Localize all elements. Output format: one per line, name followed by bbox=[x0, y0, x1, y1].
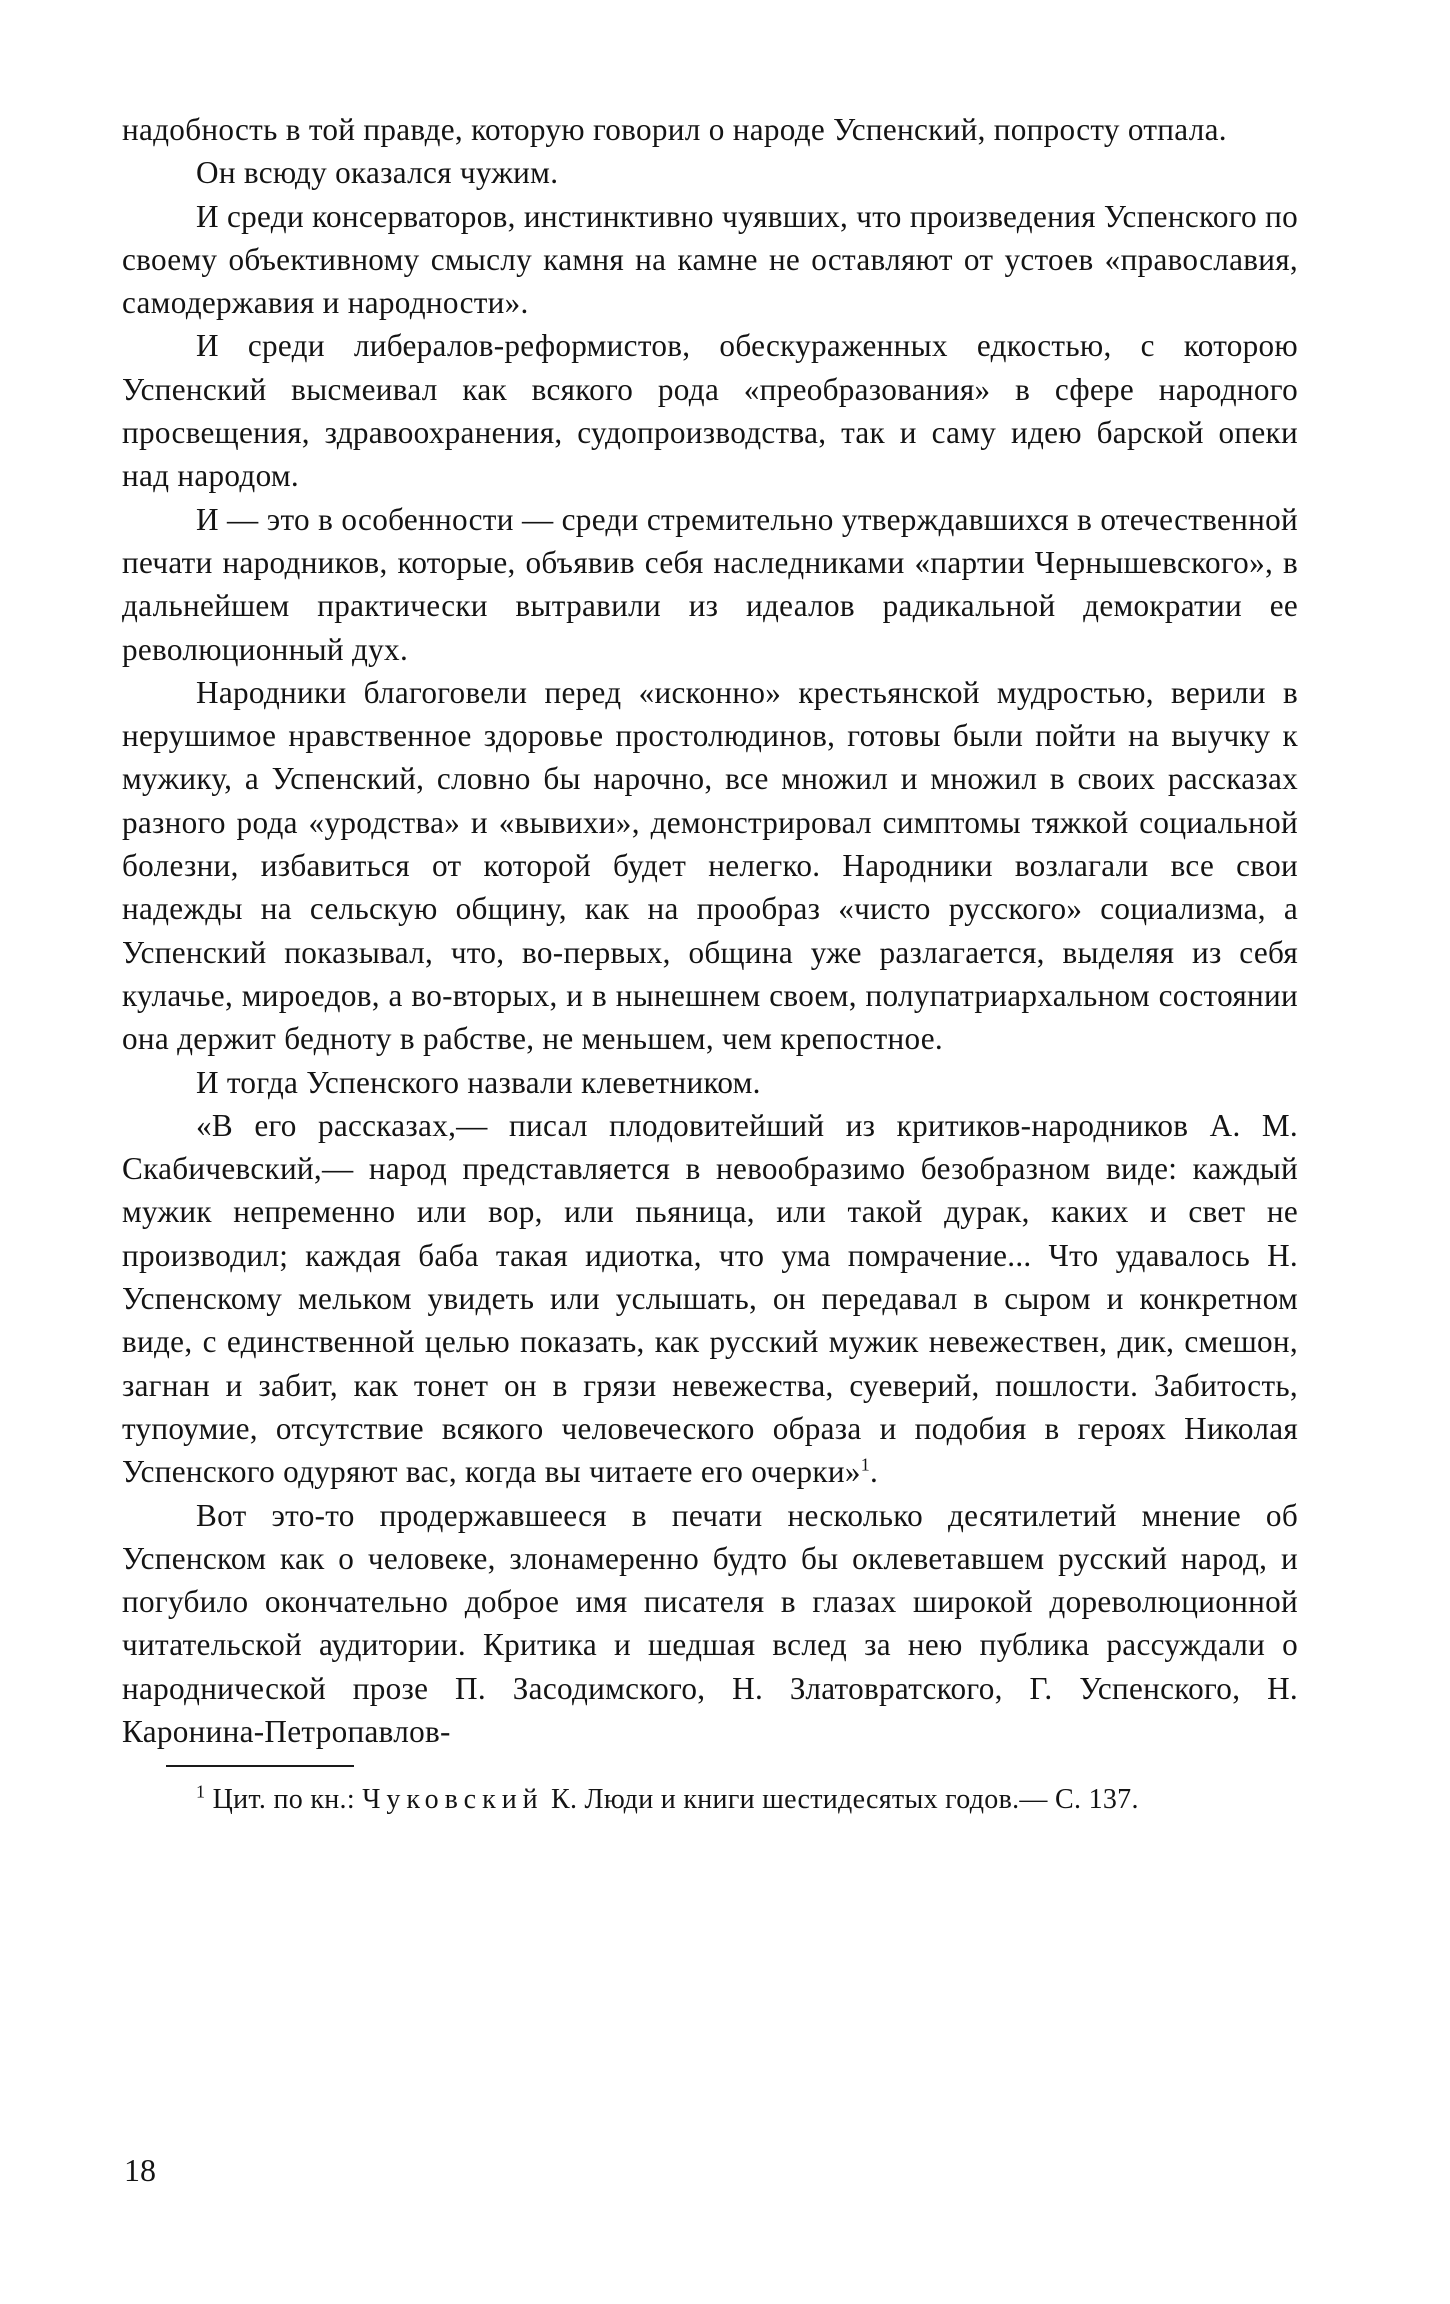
quote-end: . bbox=[870, 1454, 879, 1490]
paragraph: И тогда Успенского назвали клеветником. bbox=[196, 1064, 761, 1100]
footnote bbox=[122, 1781, 1298, 1819]
paragraph-continued: надобность в той правде, которую говорил о народе Успенский, попросту отпала. bbox=[122, 112, 1227, 147]
paragraph: И — это в особенности — среди стремительно утверждавшихся в отечественной печати народников, которые, объявив себя наследниками «партии Чернышевского», в дальнейшем практически вытравили из идеалов радикальной демократии ее революционный дух. bbox=[122, 501, 1298, 667]
paragraph: Он всюду оказался чужим. bbox=[196, 155, 559, 191]
footnote-author: Чуковский bbox=[362, 1784, 544, 1816]
footnote-reference[interactable]: 1 bbox=[860, 1454, 871, 1475]
paragraph: Народники благоговели перед «исконно» крестьянской мудростью, верили в нерушимое нравственное здоровье простолюдинов, готовы были пойти на выучку к мужику, а Успенский, словно бы нарочно, все множил и множил в своих рассказах разного рода «уродства» и «вывихи», демонстрировал симптомы тяжкой социальной болезни, избавиться от которой будет нелегко. Народники возлагали все свои надежды на сельскую общину, как на прообраз «чисто русского» социализма, а Успенский показывал, что, во-первых, община уже разлагается, выделяя из себя кулачье, мироедов, а во-вторых, и в нынешнем своем, полупатриархальном состоянии она держит бедноту в рабстве, не меньшем, чем крепостное. bbox=[122, 674, 1298, 1057]
paragraph: И среди либералов-реформистов, обескураженных едкостью, с которою Успенский высмеивал как всякого рода «преобразования» в сфере народного просвещения, здравоохранения, судопроизводства, так и саму идею барской опеки над народом. bbox=[122, 328, 1298, 494]
page-body bbox=[122, 108, 1298, 1819]
page-number: 18 bbox=[124, 2152, 156, 2188]
paragraph: Вот это-то продержавшееся в печати несколько десятилетий мнение об Успенском как о человеке, злонамеренно будто бы оклеветавшем русский народ, и погубило окончательно доброе имя писателя в глазах широкой дореволюционной читательской аудитории. Критика и шедшая вслед за нею публика рассуждали о народнической прозе П. Засодимского, Н. Златовратского, Г. Успенского, Н. Каронина-Петропавлов- bbox=[122, 1497, 1298, 1749]
footnote-citation: К. Люди и книги шестидесятых годов.— С. 137. bbox=[550, 1784, 1139, 1816]
quote-text: «В его рассказах,— писал плодовитейший из критиков-народников А. М. Скабичевский,— народ представляется в невообразимо безобразном виде: каждый мужик непременно или вор, или пьяница, или такой дурак, каких и свет не производил; каждая баба такая идиотка, что ума помрачение... Что удавалось Н. Успенскому мельком увидеть или услышать, он передавал в сыром и конкретном виде, с единственной целью показать, как русский мужик невежествен, дик, смешон, загнан и забит, как тонет он в грязи невежества, суеверий, пошлости. Забитость, тупоумие, отсутствие всякого человеческого образа и подобия в героях Николая Успенского одуряют вас, когда вы читаете его очерки» bbox=[122, 1107, 1298, 1490]
footnote-prefix: Цит. по кн.: bbox=[212, 1784, 355, 1816]
paragraph: И среди консерваторов, инстинктивно чуявших, что произведения Успенского по своему объективному смыслу камня на камне не оставляют от устоев «православия, самодержавия и народности». bbox=[122, 198, 1298, 321]
footnote-mark: 1 bbox=[196, 1781, 206, 1802]
footnote-divider bbox=[166, 1765, 354, 1767]
quote-paragraph bbox=[122, 1104, 1298, 1494]
